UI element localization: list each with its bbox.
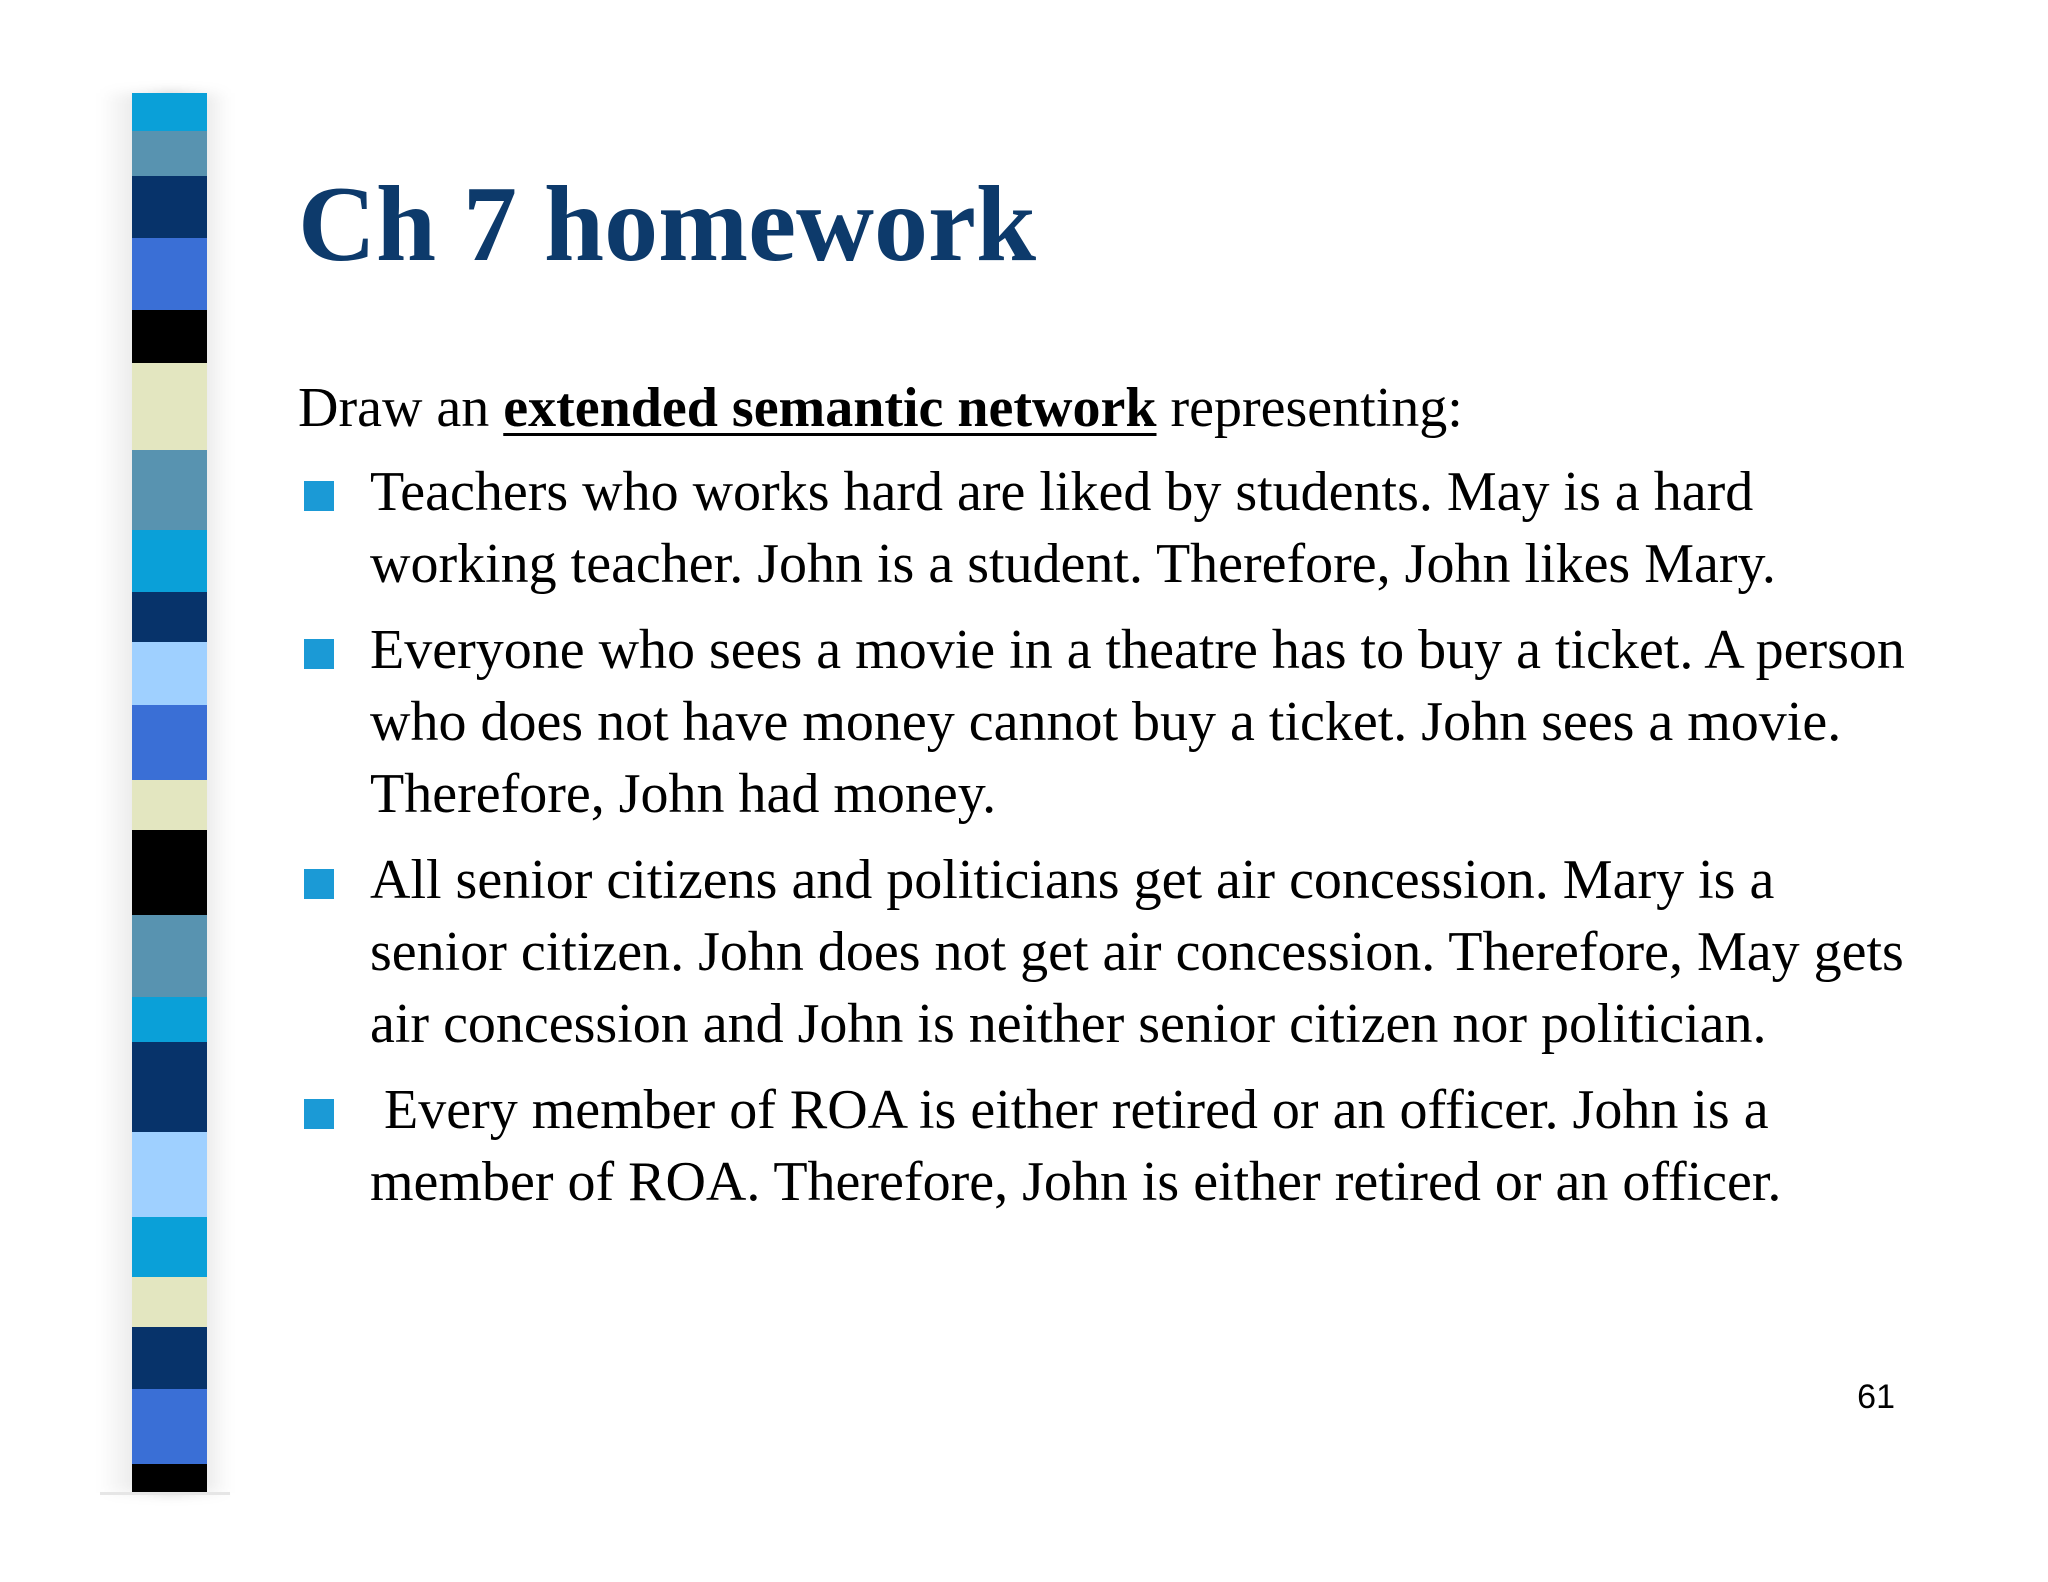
intro-text xyxy=(298,372,1463,444)
bullet-text: Every member of ROA is either retired or an officer. John is a member of ROA. Therefore, John is either retired or an officer. xyxy=(370,1079,1783,1213)
decorative-stripe xyxy=(132,93,207,1493)
square-bullet-icon xyxy=(304,639,334,669)
stripe-segment xyxy=(132,780,207,830)
stripe-segment xyxy=(132,1217,207,1277)
stripe-segment xyxy=(132,131,207,176)
stripe-segment xyxy=(132,1277,207,1327)
stripe-segment xyxy=(132,1327,207,1389)
bullet-text: All senior citizens and politicians get air concession. Mary is a senior citizen. John does not get air concession. Therefore, May gets air concession and John is neither senior citizen nor politician. xyxy=(370,849,1904,1055)
stripe-segment xyxy=(132,1042,207,1132)
stripe-segment xyxy=(132,997,207,1042)
bullet-text: Everyone who sees a movie in a theatre has to buy a ticket. A person who does not have money cannot buy a ticket. John sees a movie. Therefore, John had money. xyxy=(370,619,1905,825)
stripe-segment xyxy=(132,642,207,705)
stripe-segment xyxy=(132,238,207,310)
stripe-segment xyxy=(132,1132,207,1217)
stripe-segment xyxy=(132,830,207,915)
intro-after: representing: xyxy=(1156,377,1463,439)
stripe-segment xyxy=(132,592,207,642)
slide-title: Ch 7 homework xyxy=(298,165,1037,284)
stripe-segment xyxy=(132,1464,207,1493)
stripe-base-line xyxy=(100,1492,230,1495)
stripe-segment xyxy=(132,450,207,530)
square-bullet-icon xyxy=(304,869,334,899)
list-item xyxy=(298,614,1918,830)
list-item xyxy=(298,456,1918,600)
stripe-segment xyxy=(132,93,207,131)
stripe-segment xyxy=(132,310,207,363)
square-bullet-icon xyxy=(304,481,334,511)
page-number: 61 xyxy=(1857,1378,1895,1416)
square-bullet-icon xyxy=(304,1099,334,1129)
stripe-segment xyxy=(132,705,207,780)
stripe-segment xyxy=(132,915,207,997)
stripe-segment xyxy=(132,530,207,592)
list-item xyxy=(298,844,1918,1060)
bullet-text: Teachers who works hard are liked by students. May is a hard working teacher. John is a student. Therefore, John likes Mary. xyxy=(370,461,1776,595)
bullet-list xyxy=(298,456,1918,1232)
stripe-segment xyxy=(132,176,207,238)
stripe-segment xyxy=(132,1389,207,1464)
intro-emphasis: extended semantic network xyxy=(503,377,1157,439)
intro-before: Draw an xyxy=(298,377,504,439)
stripe-segment xyxy=(132,363,207,450)
list-item xyxy=(298,1074,1918,1218)
